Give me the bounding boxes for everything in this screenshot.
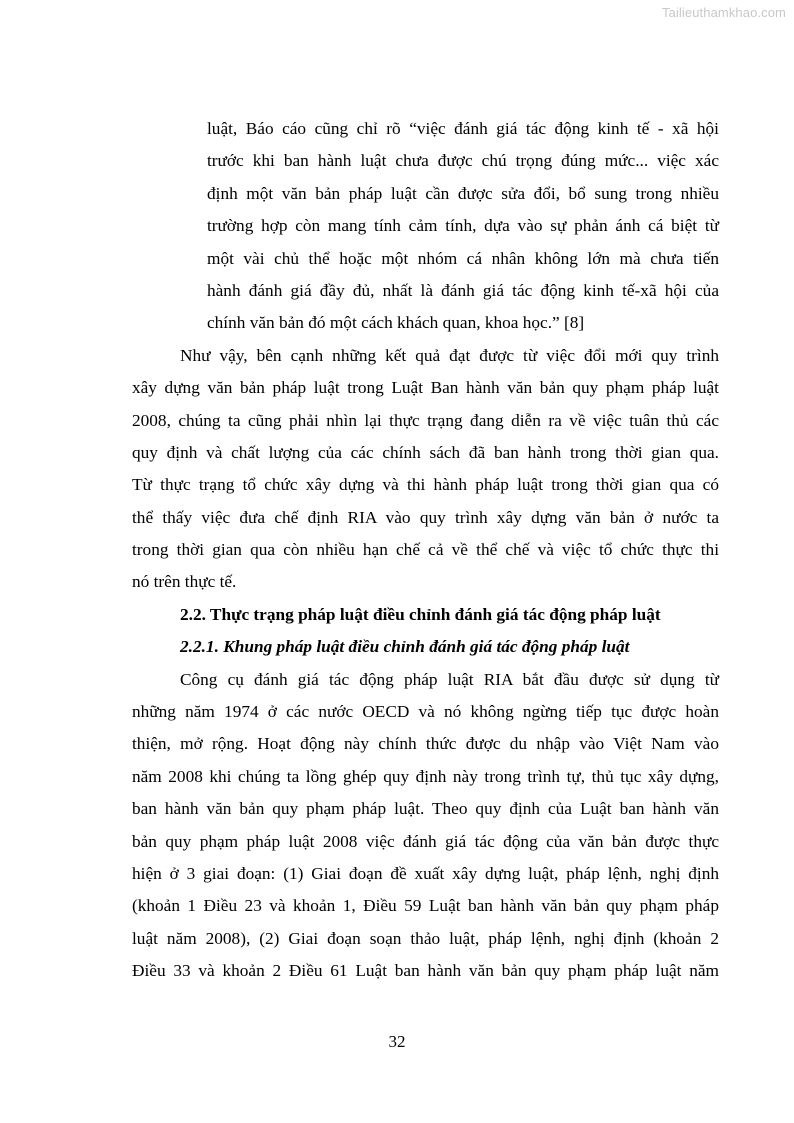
paragraph-khung-phap-luat bbox=[132, 664, 719, 988]
paragraph-line: 2008, chúng ta cũng phải nhìn lại thực trạng đang diễn ra về việc tuân thủ các bbox=[132, 410, 719, 430]
paragraph-line: (khoản 1 Điều 23 và khoản 1, Điều 59 Luật ban hành văn bản quy phạm pháp bbox=[132, 896, 719, 916]
paragraph-line: bản quy phạm pháp luật 2008 việc đánh giá tác động của văn bản được thực bbox=[132, 831, 719, 851]
paragraph-line: năm 2008 khi chúng ta lồng ghép quy định này trong trình tự, thủ tục xây dựng, bbox=[132, 766, 719, 786]
paragraph-line: thể thấy việc đưa chế định RIA vào quy trình xây dựng văn bản ở nước ta bbox=[132, 507, 719, 527]
paragraph-line: Công cụ đánh giá tác động pháp luật RIA bắt đầu được sử dụng từ bbox=[180, 669, 719, 689]
paragraph-line: hiện ở 3 giai đoạn: (1) Giai đoạn đề xuất xây dựng luật, pháp lệnh, nghị định bbox=[132, 863, 719, 883]
paragraph-line: ban hành văn bản quy phạm pháp luật. Theo quy định của Luật ban hành văn bbox=[132, 799, 719, 819]
quote-line: luật, Báo cáo cũng chỉ rõ “việc đánh giá tác động kinh tế - xã hội bbox=[207, 119, 719, 138]
paragraph-thuc-trang bbox=[132, 340, 719, 599]
paragraph-line: Như vậy, bên cạnh những kết quả đạt được từ việc đổi mới quy trình bbox=[180, 345, 719, 365]
quote-line: chính văn bản đó một cách khách quan, khoa học.” [8] bbox=[207, 313, 585, 333]
paragraph-line: Điều 33 và khoản 2 Điều 61 Luật ban hành văn bản quy phạm pháp luật năm bbox=[132, 961, 719, 981]
subsection-heading: 2.2.1. Khung pháp luật điều chỉnh đánh giá tác động pháp luật bbox=[180, 637, 630, 657]
paragraph-line: những năm 1974 ở các nước OECD và nó không ngừng tiếp tục được hoàn bbox=[132, 702, 719, 722]
quote-line: hành đánh giá đầy đủ, nhất là đánh giá tác động kinh tế-xã hội của bbox=[207, 280, 719, 300]
paragraph-line: quy định và chất lượng của các chính sách đã ban hành trong thời gian qua. bbox=[132, 442, 719, 462]
paragraph-line: nó trên thực tế. bbox=[132, 572, 237, 592]
paragraph-line: Từ thực trạng tổ chức xây dựng và thi hành pháp luật trong thời gian qua có bbox=[132, 475, 719, 495]
paragraph-line: xây dựng văn bản pháp luật trong Luật Ban hành văn bản quy phạm pháp luật bbox=[132, 378, 719, 398]
section-heading: 2.2. Thực trạng pháp luật điều chỉnh đánh giá tác động pháp luật bbox=[180, 604, 661, 624]
quote-line: định một văn bản pháp luật cần được sửa đổi, bổ sung trong nhiều bbox=[207, 183, 719, 203]
quote-line: trường hợp còn mang tính cảm tính, dựa vào sự phản ánh cá biệt từ bbox=[207, 216, 719, 236]
document-page bbox=[132, 113, 719, 988]
paragraph-line: thiện, mở rộng. Hoạt động này chính thức được du nhập vào Việt Nam vào bbox=[132, 734, 719, 754]
paragraph-line: luật năm 2008), (2) Giai đoạn soạn thảo luật, pháp lệnh, nghị định (khoản 2 bbox=[132, 928, 719, 948]
quote-line: trước khi ban hành luật chưa được chú trọng đúng mức... việc xác bbox=[207, 151, 719, 171]
block-quote bbox=[132, 113, 719, 340]
quote-line: một vài chủ thể hoặc một nhóm cá nhân không lớn mà chưa tiến bbox=[207, 248, 719, 268]
paragraph-line: trong thời gian qua còn nhiều hạn chế cả về thể chế và việc tổ chức thực thi bbox=[132, 540, 719, 560]
watermark: Tailieuthamkhao.com bbox=[661, 5, 786, 20]
page-number: 32 bbox=[388, 1032, 406, 1051]
